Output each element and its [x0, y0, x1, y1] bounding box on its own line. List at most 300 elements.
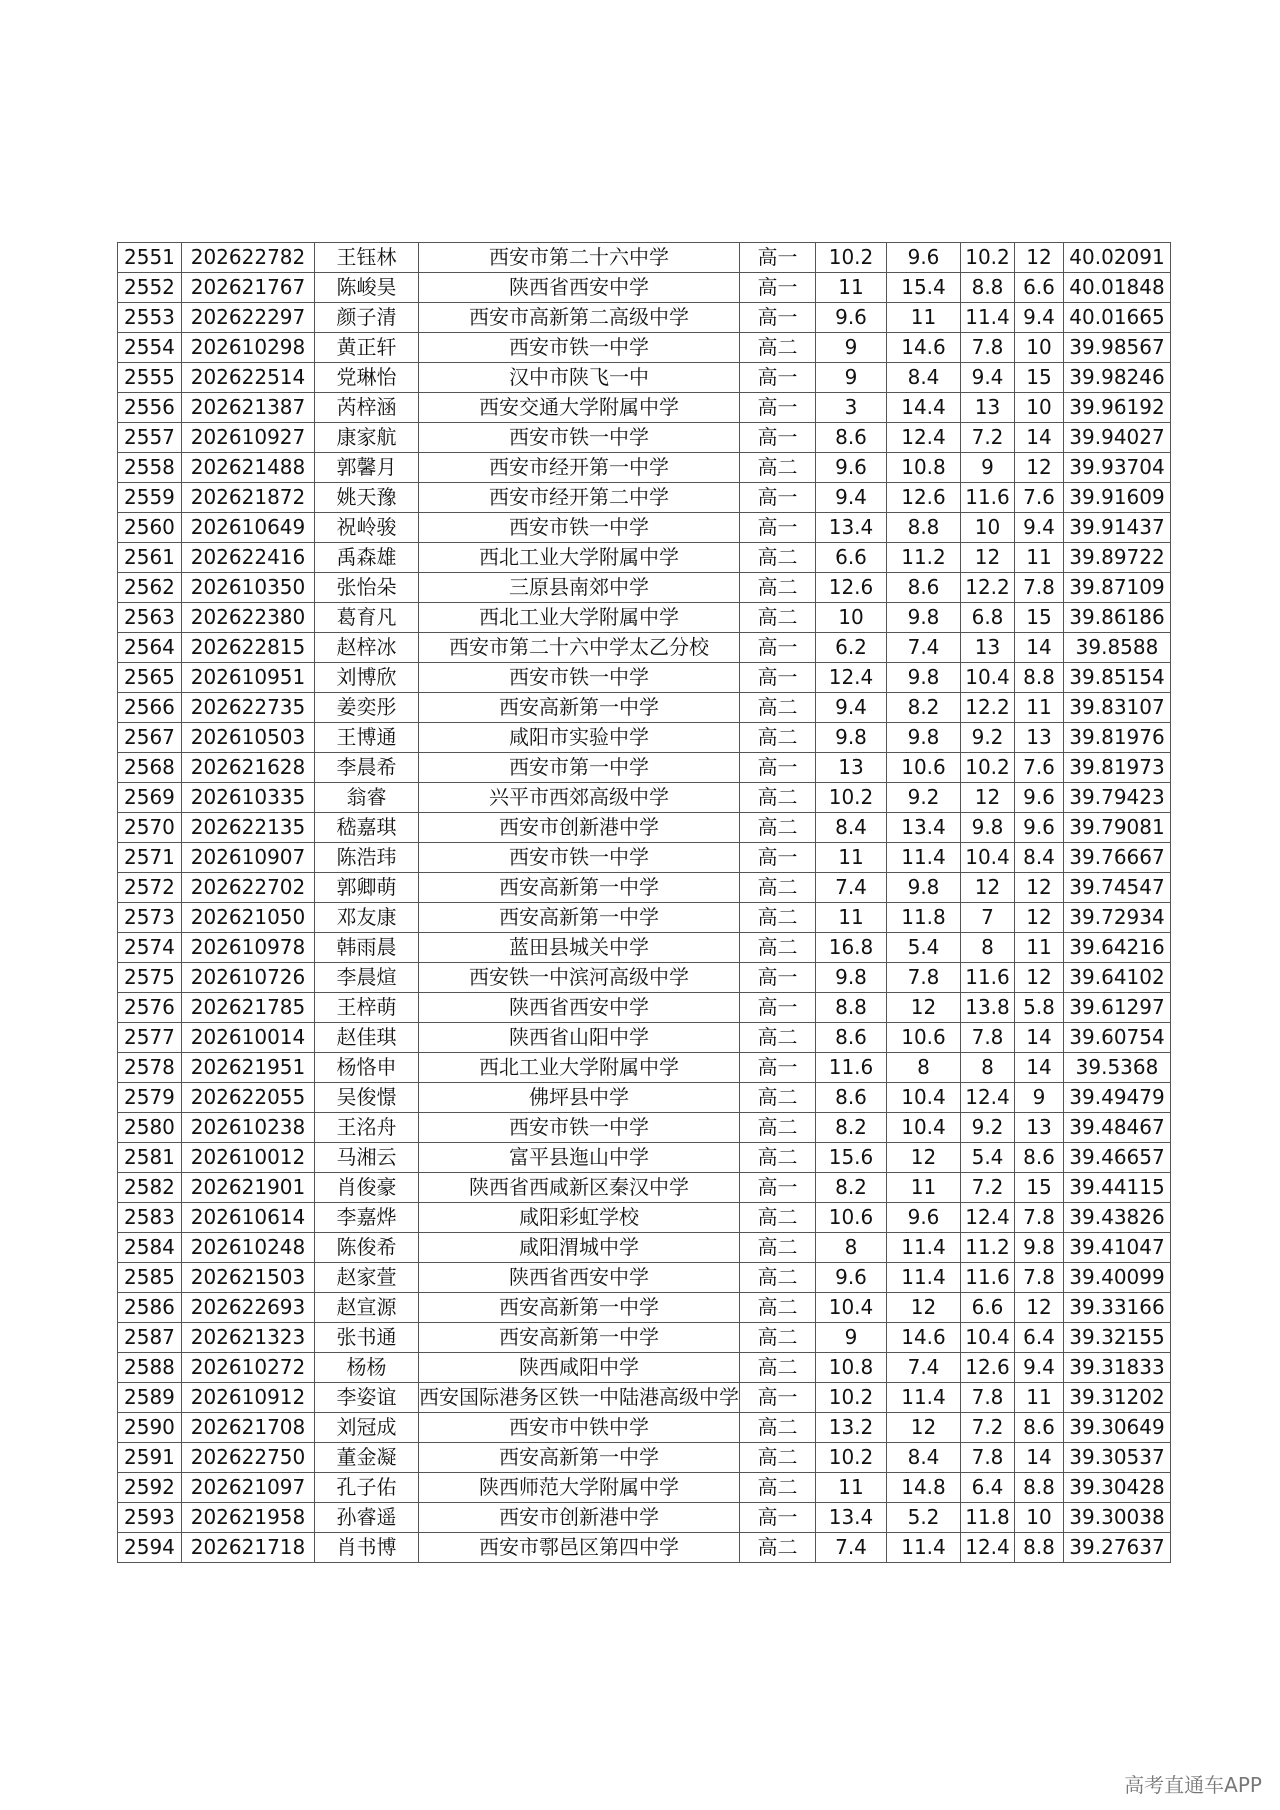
- score4-cell: 14: [1015, 633, 1064, 663]
- total-cell: 39.94027: [1064, 423, 1171, 453]
- school-cell: 西北工业大学附属中学: [419, 1053, 740, 1083]
- score1-cell: 12.4: [816, 663, 887, 693]
- table-row: [118, 1173, 1171, 1203]
- grade-cell: 高一: [740, 423, 816, 453]
- rank-cell: 2585: [118, 1263, 182, 1293]
- score4-cell: 9.6: [1015, 783, 1064, 813]
- school-cell: 西安市高新第二高级中学: [419, 303, 740, 333]
- id-cell: 202622693: [182, 1293, 315, 1323]
- school-cell: 西安市经开第二中学: [419, 483, 740, 513]
- score1-cell: 10.2: [816, 1443, 887, 1473]
- score1-cell: 10.2: [816, 1383, 887, 1413]
- score2-cell: 10.6: [887, 1023, 961, 1053]
- school-cell: 西安市铁一中学: [419, 513, 740, 543]
- table-row: [118, 1233, 1171, 1263]
- grade-cell: 高一: [740, 1173, 816, 1203]
- table-row: [118, 1383, 1171, 1413]
- score3-cell: 7.2: [961, 1173, 1015, 1203]
- school-cell: 西安市第一中学: [419, 753, 740, 783]
- school-cell: 西安高新第一中学: [419, 693, 740, 723]
- id-cell: 202610272: [182, 1353, 315, 1383]
- id-cell: 202622416: [182, 543, 315, 573]
- table-row: [118, 873, 1171, 903]
- score1-cell: 6.2: [816, 633, 887, 663]
- id-cell: 202610912: [182, 1383, 315, 1413]
- rank-cell: 2572: [118, 873, 182, 903]
- school-cell: 西安高新第一中学: [419, 873, 740, 903]
- table-row: [118, 333, 1171, 363]
- id-cell: 202610726: [182, 963, 315, 993]
- rank-cell: 2554: [118, 333, 182, 363]
- rank-cell: 2551: [118, 243, 182, 273]
- score2-cell: 8: [887, 1053, 961, 1083]
- name-cell: 陈俊希: [315, 1233, 419, 1263]
- score4-cell: 9.6: [1015, 813, 1064, 843]
- rank-cell: 2589: [118, 1383, 182, 1413]
- score4-cell: 11: [1015, 933, 1064, 963]
- grade-cell: 高二: [740, 1233, 816, 1263]
- score3-cell: 12.2: [961, 693, 1015, 723]
- score2-cell: 8.2: [887, 693, 961, 723]
- total-cell: 39.31202: [1064, 1383, 1171, 1413]
- score3-cell: 7: [961, 903, 1015, 933]
- total-cell: 39.91609: [1064, 483, 1171, 513]
- table-row: [118, 1413, 1171, 1443]
- id-cell: 202621050: [182, 903, 315, 933]
- grade-cell: 高二: [740, 1023, 816, 1053]
- score2-cell: 15.4: [887, 273, 961, 303]
- table-row: [118, 1263, 1171, 1293]
- school-cell: 西安高新第一中学: [419, 1293, 740, 1323]
- school-cell: 西安市铁一中学: [419, 843, 740, 873]
- id-cell: 202610012: [182, 1143, 315, 1173]
- grade-cell: 高二: [740, 1263, 816, 1293]
- table-row: [118, 663, 1171, 693]
- school-cell: 陕西省山阳中学: [419, 1023, 740, 1053]
- score2-cell: 8.8: [887, 513, 961, 543]
- grade-cell: 高一: [740, 363, 816, 393]
- table-row: [118, 723, 1171, 753]
- id-cell: 202610927: [182, 423, 315, 453]
- school-cell: 西安市第二十六中学: [419, 243, 740, 273]
- id-cell: 202621872: [182, 483, 315, 513]
- total-cell: 39.5368: [1064, 1053, 1171, 1083]
- school-cell: 兴平市西郊高级中学: [419, 783, 740, 813]
- score4-cell: 6.6: [1015, 273, 1064, 303]
- rank-cell: 2567: [118, 723, 182, 753]
- total-cell: 39.61297: [1064, 993, 1171, 1023]
- score3-cell: 7.8: [961, 1023, 1015, 1053]
- name-cell: 芮梓涵: [315, 393, 419, 423]
- score2-cell: 11.8: [887, 903, 961, 933]
- score1-cell: 13.4: [816, 1503, 887, 1533]
- total-cell: 39.46657: [1064, 1143, 1171, 1173]
- score1-cell: 7.4: [816, 873, 887, 903]
- score1-cell: 10.2: [816, 783, 887, 813]
- name-cell: 张怡朵: [315, 573, 419, 603]
- school-cell: 西安市第二十六中学太乙分校: [419, 633, 740, 663]
- score4-cell: 14: [1015, 1023, 1064, 1053]
- score4-cell: 8.8: [1015, 1473, 1064, 1503]
- score3-cell: 10.4: [961, 843, 1015, 873]
- score2-cell: 10.8: [887, 453, 961, 483]
- grade-cell: 高一: [740, 663, 816, 693]
- score3-cell: 6.4: [961, 1473, 1015, 1503]
- score2-cell: 7.4: [887, 1353, 961, 1383]
- table-row: [118, 753, 1171, 783]
- score4-cell: 9.4: [1015, 303, 1064, 333]
- id-cell: 202610298: [182, 333, 315, 363]
- score1-cell: 9: [816, 333, 887, 363]
- name-cell: 赵佳琪: [315, 1023, 419, 1053]
- grade-cell: 高二: [740, 1323, 816, 1353]
- table-row: [118, 483, 1171, 513]
- total-cell: 39.40099: [1064, 1263, 1171, 1293]
- score2-cell: 14.8: [887, 1473, 961, 1503]
- score3-cell: 11.6: [961, 963, 1015, 993]
- table-body: [118, 243, 1171, 1563]
- score3-cell: 5.4: [961, 1143, 1015, 1173]
- score4-cell: 7.6: [1015, 753, 1064, 783]
- score4-cell: 8.8: [1015, 663, 1064, 693]
- score1-cell: 10.8: [816, 1353, 887, 1383]
- name-cell: 邓友康: [315, 903, 419, 933]
- total-cell: 39.76667: [1064, 843, 1171, 873]
- table-row: [118, 843, 1171, 873]
- score4-cell: 12: [1015, 243, 1064, 273]
- score4-cell: 15: [1015, 363, 1064, 393]
- name-cell: 王钰林: [315, 243, 419, 273]
- score1-cell: 9.4: [816, 693, 887, 723]
- name-cell: 禹森雄: [315, 543, 419, 573]
- name-cell: 李晨煊: [315, 963, 419, 993]
- table-row: [118, 573, 1171, 603]
- school-cell: 西安市鄠邑区第四中学: [419, 1533, 740, 1563]
- school-cell: 西北工业大学附属中学: [419, 543, 740, 573]
- school-cell: 陕西省西安中学: [419, 993, 740, 1023]
- name-cell: 郭卿萌: [315, 873, 419, 903]
- score1-cell: 6.6: [816, 543, 887, 573]
- score4-cell: 10: [1015, 333, 1064, 363]
- rank-cell: 2573: [118, 903, 182, 933]
- score1-cell: 11: [816, 273, 887, 303]
- rank-cell: 2580: [118, 1113, 182, 1143]
- score2-cell: 14.6: [887, 333, 961, 363]
- rank-cell: 2581: [118, 1143, 182, 1173]
- score2-cell: 9.6: [887, 243, 961, 273]
- score4-cell: 9.8: [1015, 1233, 1064, 1263]
- table-row: [118, 393, 1171, 423]
- table-row: [118, 1293, 1171, 1323]
- score4-cell: 9: [1015, 1083, 1064, 1113]
- total-cell: 40.01665: [1064, 303, 1171, 333]
- table-row: [118, 273, 1171, 303]
- name-cell: 陈峻昊: [315, 273, 419, 303]
- grade-cell: 高二: [740, 1083, 816, 1113]
- score2-cell: 10.4: [887, 1113, 961, 1143]
- grade-cell: 高二: [740, 873, 816, 903]
- name-cell: 陈浩玮: [315, 843, 419, 873]
- name-cell: 刘博欣: [315, 663, 419, 693]
- rank-cell: 2568: [118, 753, 182, 783]
- total-cell: 39.30537: [1064, 1443, 1171, 1473]
- name-cell: 马湘云: [315, 1143, 419, 1173]
- score4-cell: 12: [1015, 903, 1064, 933]
- table-row: [118, 303, 1171, 333]
- grade-cell: 高一: [740, 753, 816, 783]
- score1-cell: 9: [816, 363, 887, 393]
- score3-cell: 12.4: [961, 1083, 1015, 1113]
- school-cell: 西安市铁一中学: [419, 423, 740, 453]
- table-row: [118, 453, 1171, 483]
- score4-cell: 13: [1015, 723, 1064, 753]
- id-cell: 202622380: [182, 603, 315, 633]
- score4-cell: 12: [1015, 873, 1064, 903]
- school-cell: 西北工业大学附属中学: [419, 603, 740, 633]
- score2-cell: 11.4: [887, 1383, 961, 1413]
- name-cell: 赵梓冰: [315, 633, 419, 663]
- rank-cell: 2563: [118, 603, 182, 633]
- rank-cell: 2576: [118, 993, 182, 1023]
- total-cell: 39.27637: [1064, 1533, 1171, 1563]
- score2-cell: 11.4: [887, 843, 961, 873]
- score1-cell: 10.4: [816, 1293, 887, 1323]
- rank-cell: 2562: [118, 573, 182, 603]
- score1-cell: 13: [816, 753, 887, 783]
- school-cell: 西安高新第一中学: [419, 1443, 740, 1473]
- id-cell: 202622750: [182, 1443, 315, 1473]
- school-cell: 西安市创新港中学: [419, 1503, 740, 1533]
- score2-cell: 12: [887, 993, 961, 1023]
- total-cell: 39.98246: [1064, 363, 1171, 393]
- score1-cell: 10.2: [816, 243, 887, 273]
- grade-cell: 高二: [740, 903, 816, 933]
- table-row: [118, 1353, 1171, 1383]
- name-cell: 李姿谊: [315, 1383, 419, 1413]
- score4-cell: 9.4: [1015, 513, 1064, 543]
- id-cell: 202610350: [182, 573, 315, 603]
- score2-cell: 11: [887, 303, 961, 333]
- grade-cell: 高二: [740, 1143, 816, 1173]
- score4-cell: 13: [1015, 1113, 1064, 1143]
- score2-cell: 9.8: [887, 663, 961, 693]
- school-cell: 西安市创新港中学: [419, 813, 740, 843]
- name-cell: 郭馨月: [315, 453, 419, 483]
- score1-cell: 9.6: [816, 1263, 887, 1293]
- score1-cell: 9.4: [816, 483, 887, 513]
- school-cell: 富平县迤山中学: [419, 1143, 740, 1173]
- id-cell: 202610503: [182, 723, 315, 753]
- id-cell: 202622055: [182, 1083, 315, 1113]
- score2-cell: 10.6: [887, 753, 961, 783]
- school-cell: 陕西省西咸新区秦汉中学: [419, 1173, 740, 1203]
- school-cell: 西安高新第一中学: [419, 1323, 740, 1353]
- id-cell: 202622702: [182, 873, 315, 903]
- score2-cell: 9.8: [887, 603, 961, 633]
- score2-cell: 13.4: [887, 813, 961, 843]
- score4-cell: 11: [1015, 693, 1064, 723]
- rank-cell: 2555: [118, 363, 182, 393]
- score4-cell: 15: [1015, 1173, 1064, 1203]
- score2-cell: 12.6: [887, 483, 961, 513]
- grade-cell: 高二: [740, 603, 816, 633]
- total-cell: 39.32155: [1064, 1323, 1171, 1353]
- rank-cell: 2560: [118, 513, 182, 543]
- school-cell: 咸阳市实验中学: [419, 723, 740, 753]
- name-cell: 姚天豫: [315, 483, 419, 513]
- school-cell: 陕西省西安中学: [419, 1263, 740, 1293]
- score3-cell: 13: [961, 393, 1015, 423]
- table-row: [118, 1443, 1171, 1473]
- grade-cell: 高一: [740, 843, 816, 873]
- score3-cell: 9.2: [961, 723, 1015, 753]
- score4-cell: 12: [1015, 453, 1064, 483]
- score2-cell: 5.4: [887, 933, 961, 963]
- score3-cell: 12: [961, 543, 1015, 573]
- score2-cell: 9.2: [887, 783, 961, 813]
- id-cell: 202622297: [182, 303, 315, 333]
- score3-cell: 12.6: [961, 1353, 1015, 1383]
- table-row: [118, 1083, 1171, 1113]
- score3-cell: 10.2: [961, 243, 1015, 273]
- score2-cell: 11.4: [887, 1263, 961, 1293]
- table-row: [118, 1323, 1171, 1353]
- rank-cell: 2564: [118, 633, 182, 663]
- score2-cell: 12.4: [887, 423, 961, 453]
- score4-cell: 15: [1015, 603, 1064, 633]
- score2-cell: 12: [887, 1413, 961, 1443]
- id-cell: 202610907: [182, 843, 315, 873]
- id-cell: 202610951: [182, 663, 315, 693]
- score2-cell: 14.6: [887, 1323, 961, 1353]
- score4-cell: 14: [1015, 1443, 1064, 1473]
- rank-cell: 2578: [118, 1053, 182, 1083]
- school-cell: 西安市铁一中学: [419, 1113, 740, 1143]
- rank-cell: 2586: [118, 1293, 182, 1323]
- grade-cell: 高二: [740, 1203, 816, 1233]
- grade-cell: 高一: [740, 303, 816, 333]
- total-cell: 40.01848: [1064, 273, 1171, 303]
- rank-cell: 2556: [118, 393, 182, 423]
- name-cell: 赵宣源: [315, 1293, 419, 1323]
- grade-cell: 高一: [740, 273, 816, 303]
- score2-cell: 10.4: [887, 1083, 961, 1113]
- grade-cell: 高二: [740, 1473, 816, 1503]
- rank-cell: 2575: [118, 963, 182, 993]
- rank-cell: 2570: [118, 813, 182, 843]
- score3-cell: 12.4: [961, 1533, 1015, 1563]
- grade-cell: 高二: [740, 1443, 816, 1473]
- score3-cell: 11.2: [961, 1233, 1015, 1263]
- score4-cell: 10: [1015, 1503, 1064, 1533]
- id-cell: 202621503: [182, 1263, 315, 1293]
- school-cell: 佛坪县中学: [419, 1083, 740, 1113]
- total-cell: 39.98567: [1064, 333, 1171, 363]
- score2-cell: 9.8: [887, 873, 961, 903]
- score3-cell: 10.4: [961, 1323, 1015, 1353]
- score4-cell: 8.8: [1015, 1533, 1064, 1563]
- score1-cell: 8.6: [816, 1023, 887, 1053]
- grade-cell: 高二: [740, 783, 816, 813]
- score3-cell: 7.8: [961, 1383, 1015, 1413]
- score4-cell: 5.8: [1015, 993, 1064, 1023]
- score2-cell: 11.4: [887, 1233, 961, 1263]
- name-cell: 董金凝: [315, 1443, 419, 1473]
- rank-cell: 2592: [118, 1473, 182, 1503]
- total-cell: 40.02091: [1064, 243, 1171, 273]
- score4-cell: 14: [1015, 423, 1064, 453]
- grade-cell: 高一: [740, 993, 816, 1023]
- score2-cell: 12: [887, 1143, 961, 1173]
- name-cell: 孙睿遥: [315, 1503, 419, 1533]
- table-row: [118, 693, 1171, 723]
- name-cell: 祝岭骏: [315, 513, 419, 543]
- grade-cell: 高二: [740, 1113, 816, 1143]
- score2-cell: 9.8: [887, 723, 961, 753]
- score1-cell: 9.8: [816, 723, 887, 753]
- score3-cell: 9.4: [961, 363, 1015, 393]
- rank-cell: 2569: [118, 783, 182, 813]
- total-cell: 39.48467: [1064, 1113, 1171, 1143]
- table-row: [118, 1023, 1171, 1053]
- score1-cell: 9: [816, 1323, 887, 1353]
- score1-cell: 10: [816, 603, 887, 633]
- score1-cell: 12.6: [816, 573, 887, 603]
- grade-cell: 高二: [740, 453, 816, 483]
- score3-cell: 8: [961, 933, 1015, 963]
- score1-cell: 8.2: [816, 1173, 887, 1203]
- name-cell: 李晨希: [315, 753, 419, 783]
- score2-cell: 11: [887, 1173, 961, 1203]
- rank-cell: 2577: [118, 1023, 182, 1053]
- id-cell: 202621951: [182, 1053, 315, 1083]
- score1-cell: 10.6: [816, 1203, 887, 1233]
- grade-cell: 高一: [740, 513, 816, 543]
- score2-cell: 9.6: [887, 1203, 961, 1233]
- school-cell: 咸阳彩虹学校: [419, 1203, 740, 1233]
- total-cell: 39.49479: [1064, 1083, 1171, 1113]
- total-cell: 39.81976: [1064, 723, 1171, 753]
- name-cell: 黄正轩: [315, 333, 419, 363]
- id-cell: 202621708: [182, 1413, 315, 1443]
- score1-cell: 13.2: [816, 1413, 887, 1443]
- table-row: [118, 783, 1171, 813]
- rank-cell: 2591: [118, 1443, 182, 1473]
- score3-cell: 13: [961, 633, 1015, 663]
- grade-cell: 高一: [740, 393, 816, 423]
- id-cell: 202621628: [182, 753, 315, 783]
- rank-cell: 2593: [118, 1503, 182, 1533]
- grade-cell: 高一: [740, 963, 816, 993]
- name-cell: 韩雨晨: [315, 933, 419, 963]
- table-row: [118, 1533, 1171, 1563]
- score1-cell: 11.6: [816, 1053, 887, 1083]
- score4-cell: 7.6: [1015, 483, 1064, 513]
- name-cell: 康家航: [315, 423, 419, 453]
- total-cell: 39.44115: [1064, 1173, 1171, 1203]
- total-cell: 39.96192: [1064, 393, 1171, 423]
- score3-cell: 11.8: [961, 1503, 1015, 1533]
- id-cell: 202610014: [182, 1023, 315, 1053]
- rank-cell: 2566: [118, 693, 182, 723]
- id-cell: 202622135: [182, 813, 315, 843]
- table-row: [118, 903, 1171, 933]
- school-cell: 蓝田县城关中学: [419, 933, 740, 963]
- name-cell: 王洺舟: [315, 1113, 419, 1143]
- total-cell: 39.89722: [1064, 543, 1171, 573]
- rank-cell: 2559: [118, 483, 182, 513]
- score1-cell: 8.4: [816, 813, 887, 843]
